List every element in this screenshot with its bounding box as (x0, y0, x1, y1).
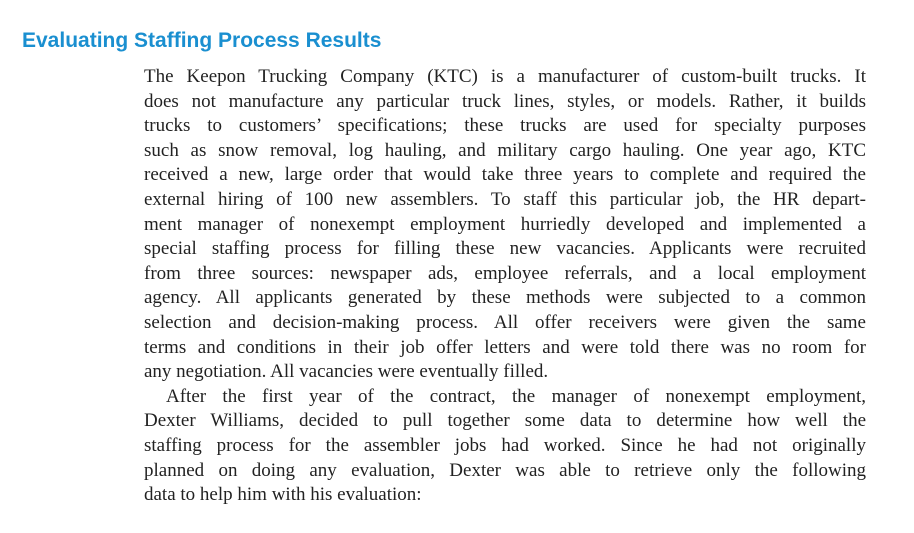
text-line: terms and conditions in their job offer letters and were told there was no room for (144, 336, 866, 358)
text-line: The Keepon Trucking Company (KTC) is a manufacturer of custom-built trucks. It (144, 66, 866, 87)
text-line: special staffing process for filling these new vacancies. Applicants were recruited (144, 238, 866, 260)
text-line: After the first year of the contract, the manager of nonexempt employment, (166, 385, 866, 407)
body-text (144, 65, 866, 508)
text-line: Dexter Williams, decided to pull together some data to determine how well the (144, 410, 866, 432)
text-line: agency. All applicants generated by these methods were subjected to a common (144, 287, 866, 309)
section-heading: Evaluating Staffing Process Results (22, 29, 382, 52)
text-line: data to help him with his evaluation: (144, 484, 422, 506)
text-line: any negotiation. All vacancies were eventually filled. (144, 361, 549, 383)
paragraph-1 (144, 65, 866, 385)
text-line: does not manufacture any particular truck lines, styles, or models. Rather, it builds (144, 90, 866, 112)
text-line: such as snow removal, log hauling, and military cargo hauling. One year ago, KTC (144, 139, 866, 161)
paragraph-2 (144, 385, 866, 508)
text-line: from three sources: newspaper ads, employee referrals, and a local employment (144, 262, 866, 284)
text-line: staffing process for the assembler jobs had worked. Since he had not originally (144, 434, 866, 456)
text-line: planned on doing any evaluation, Dexter was able to retrieve only the following (144, 459, 866, 481)
text-line: received a new, large order that would take three years to complete and required the (144, 164, 866, 186)
text-line: trucks to customers’ specifications; these trucks are used for specialty purposes (144, 115, 866, 137)
text-line: external hiring of 100 new assemblers. To staff this particular job, the HR depart- (144, 188, 866, 210)
text-line: selection and decision-making process. All offer receivers were given the same (144, 311, 866, 333)
text-line: ment manager of nonexempt employment hurriedly developed and implemented a (144, 213, 866, 235)
